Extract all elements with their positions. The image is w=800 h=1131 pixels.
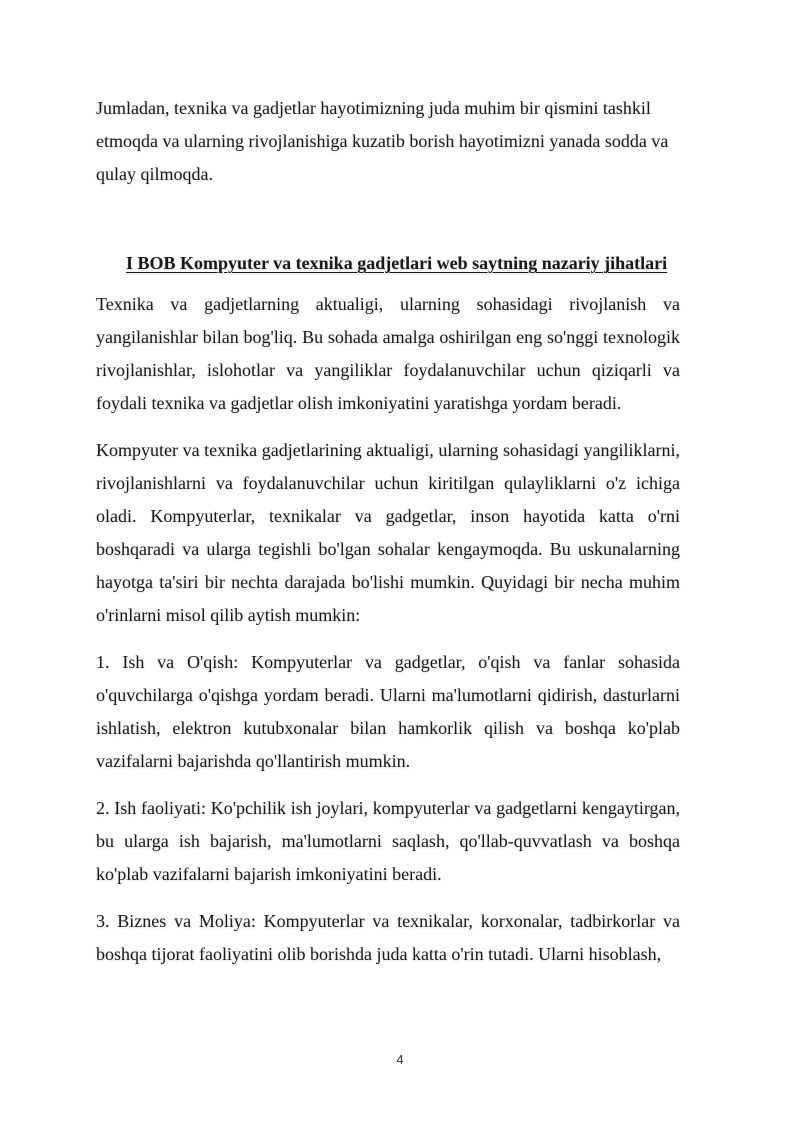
list-paragraph: 3. Biznes va Moliya: Kompyuterlar va texnikalar, korxonalar, tadbirkorlar va boshqa tijorat faoliyatini olib borishda juda katta o'rin tutadi. Ularni hisoblash, bbox=[96, 911, 680, 964]
list-paragraph: 2. Ish faoliyati: Ko'pchilik ish joylari, kompyuterlar va gadgetlarni kengaytirgan, bu ularga ish bajarish, ma'lumotlarni saqlash, qo'llab-quvvatlash va boshqa ko'plab vazifalarni bajarish imkoniyatini beradi. bbox=[96, 798, 680, 884]
body-paragraph: Kompyuter va texnika gadjetlarining aktualigi, ularning sohasidagi yangiliklarni, rivojlanishlarni va foydalanuvchilar uchun kiritilgan qulayliklarni o'z ichiga oladi. Kompyuterlar, texnikalar va gadgetlar, inson hayotida katta o'rni boshqaradi va ularga tegishli bo'lgan sohalar kengaymoqda. Bu uskunalarning hayotga ta'siri bir nechta darajada bo'lishi mumkin. Quyidagi bir necha muhim o'rinlarni misol qilib aytish mumkin: bbox=[96, 440, 680, 625]
page-content bbox=[96, 92, 680, 985]
body-paragraph: Texnika va gadjetlarning aktualigi, ularning sohasidagi rivojlanish va yangilanishlar bilan bog'liq. Bu sohada amalga oshirilgan eng so'nggi texnologik rivojlanishlar, islohotlar va yangiliklar foydalanuvchilar uchun qiziqarli va foydali texnika va gadjetlar olish imkoniyatini yaratishga yordam beradi. bbox=[96, 294, 680, 413]
intro-paragraph: Jumladan, texnika va gadjetlar hayotimizning juda muhim bir qismini tashkil etmoqda va ularning rivojlanishiga kuzatib borish hayotimizni yanada sodda va qulay qilmoqda. bbox=[96, 98, 669, 184]
page-number: 4 bbox=[396, 1052, 404, 1067]
chapter-heading: I BOB Kompyuter va texnika gadjetlari web saytning nazariy jihatlari bbox=[126, 253, 668, 273]
list-paragraph: 1. Ish va O'qish: Kompyuterlar va gadgetlar, o'qish va fanlar sohasida o'quvchilarga o'qishga yordam beradi. Ularni ma'lumotlarni qidirish, dasturlarni ishlatish, elektron kutubxonalar bilan hamkorlik qilish va boshqa ko'plab vazifalarni bajarishda qo'llantirish mumkin. bbox=[96, 652, 680, 771]
